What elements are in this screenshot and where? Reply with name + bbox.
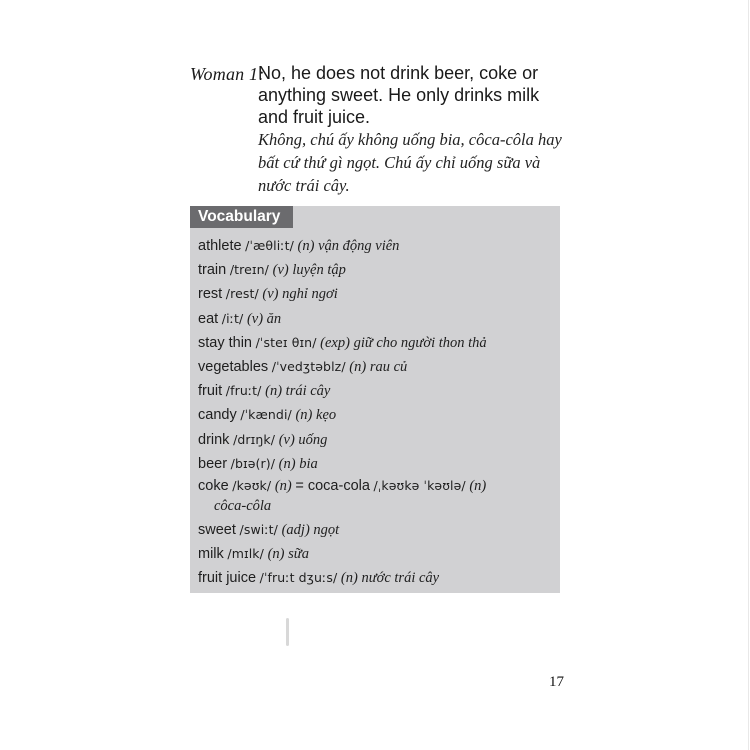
vietnamese-translation: Không, chú ấy không uống bia, côca-côla hay bất cứ thứ gì ngọt. Chú ấy chỉ uống sữa và nước trái cây. [258,130,562,195]
vocab-ipa: /mɪlk/ [227,546,264,562]
vocab-word: candy [198,407,237,424]
vocab-item [198,518,558,542]
vocab-meaning: sữa [288,546,309,563]
vocab-pos: (n) [340,570,358,587]
vocab-item [198,282,558,306]
vocab-item [198,258,558,282]
vocabulary-list [198,234,558,591]
vocab-meaning: ngọt [313,522,340,539]
speaker-label: Woman 1: [190,64,265,84]
english-line: No, he does not drink beer, coke or anything sweet. He only drinks milk and fruit juice. [258,63,540,127]
vocab-pos: (n) [267,546,285,563]
vocab-meaning: ăn [266,310,282,327]
vocab-meaning: trái cây [285,383,331,400]
vocab-pos: (v) [262,286,279,303]
vocab-item [198,476,558,518]
vocab-item [198,542,558,566]
vocab-pos: (n) [297,238,315,254]
vocab-item [198,452,558,476]
vocab-pos: (n) [274,478,292,495]
vocab-meaning: côca-côla [214,498,272,515]
vocab-pos: (v) [278,431,295,448]
vocab-meaning: nước trái cây [361,570,440,587]
vocab-word: vegetables [198,359,269,376]
vocab-pos: (n) [265,383,283,400]
vocab-equals: = coca-cola [295,478,370,495]
vocab-meaning: rau củ [369,359,408,376]
vocab-pos: (n) [278,455,296,472]
vocab-word: beer [198,455,228,472]
vocab-ipa: /ˈfruːt dʒuːs/ [259,570,338,586]
vocab-ipa: /ˈæθliːt/ [245,238,294,253]
vocab-ipa: /kəʊk/ [232,478,272,494]
vocab-item [198,566,558,590]
vocab-ipa: /rest/ [225,286,259,302]
vocab-ipa: /iːt/ [221,310,244,326]
vocab-word: coke [198,478,229,495]
vocab-item [198,379,558,403]
vocab-word: train [198,262,227,279]
vocab-pos: (n) [295,407,313,424]
vocab-meaning: bia [299,455,318,472]
vocab-word: athlete [198,238,242,254]
vocab-word: rest [198,286,223,303]
vocabulary-box [190,206,560,593]
vocab-ipa: /ˈvedʒtəblz/ [271,359,346,375]
vocab-item [198,428,558,452]
vocab-ipa: /ˈkændi/ [240,407,292,423]
page-number: 17 [549,674,564,690]
vocab-pos: (v) [246,310,264,327]
vocab-word: eat [198,310,219,327]
vocab-word: sweet [198,522,236,539]
vocab-meaning: giữ cho người thon thả [353,334,487,351]
vocab-word: fruit [198,383,223,400]
vocab-word: milk [198,546,224,563]
vocab-ipa: /drɪŋk/ [233,431,276,447]
vocab-pos-alt: (n) [469,478,487,495]
vocab-ipa: /treɪn/ [229,262,269,278]
vocab-pos: (n) [349,359,367,376]
vocab-word: stay thin [198,334,252,351]
vocab-meaning: nghỉ ngơi [282,286,338,303]
vocab-ipa: /fruːt/ [225,383,262,399]
vocab-item [198,234,558,258]
vocab-meaning: luyện tập [292,262,346,279]
vocab-item [198,403,558,427]
scan-artifact [286,618,289,646]
vocab-item [198,331,558,355]
vocab-pos: (exp) [320,334,350,351]
vocab-ipa: /bɪə(r)/ [230,455,276,471]
vocab-meaning: kẹo [316,407,337,424]
vocab-meaning: vận động viên [318,238,400,254]
page-edge [748,0,749,750]
vocab-item [198,355,558,379]
vocab-word: drink [198,431,230,448]
vocab-ipa: /swiːt/ [239,522,278,538]
vocab-pos: (adj) [281,522,310,539]
vocabulary-header: Vocabulary [190,206,293,228]
vocab-ipa-alt: /ˌkəʊkə ˈkəʊlə/ [373,478,466,494]
vocab-word: fruit juice [198,570,257,587]
vocab-item [198,307,558,331]
vocab-pos: (v) [272,262,289,279]
vocab-meaning: uống [298,431,328,448]
vocab-ipa: /ˈsteɪ θɪn/ [255,334,317,350]
